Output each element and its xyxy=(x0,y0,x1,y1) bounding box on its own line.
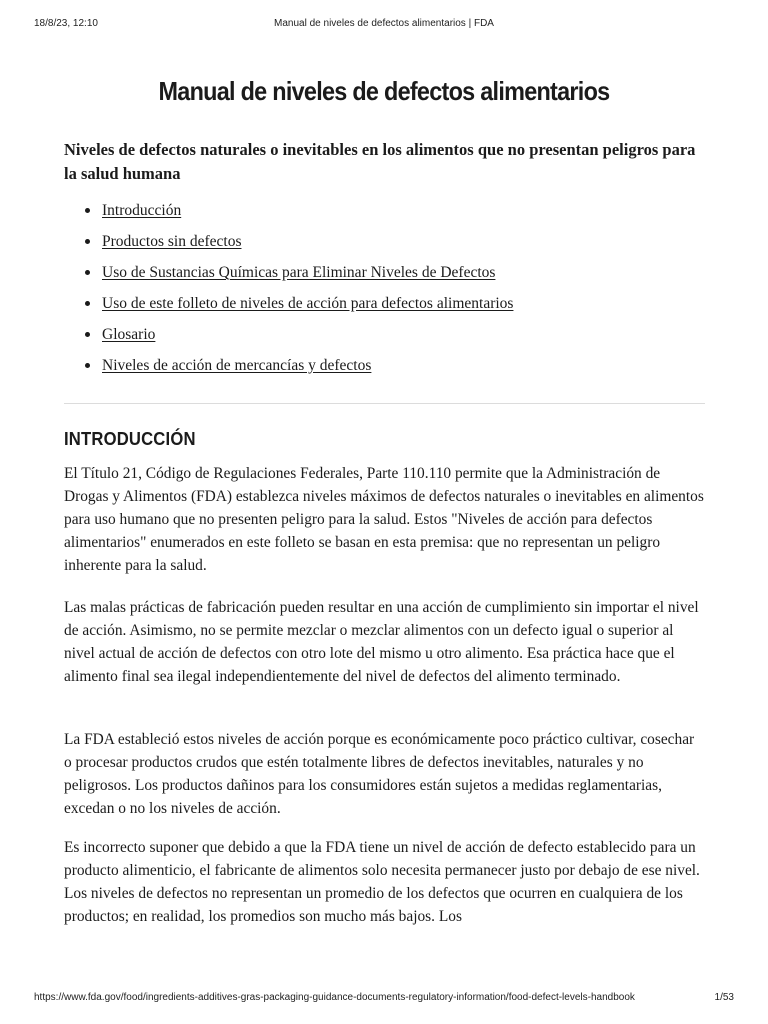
body-paragraph: Es incorrecto suponer que debido a que la FDA tiene un nivel de acción de defecto establecido para un producto alimenticio, el fabricante de alimentos solo necesita permanecer justo por debajo de ese nivel. Los niveles de defectos no representan un promedio de los defectos que ocurren en cualquiera de los productos; en realidad, los promedios son mucho más bajos. Los xyxy=(64,839,700,925)
print-document-title: Manual de niveles de defectos alimentarios | FDA xyxy=(274,18,494,29)
bullet-icon xyxy=(85,270,90,275)
print-footer xyxy=(0,992,768,1006)
bullet-icon xyxy=(85,208,90,213)
print-url: https://www.fda.gov/food/ingredients-additives-gras-packaging-guidance-documents-regulatory-information/food-defect-levels-handbook xyxy=(34,992,635,1003)
toc-item xyxy=(80,355,700,386)
print-header xyxy=(0,18,768,32)
page-subtitle: Niveles de defectos naturales o inevitables en los alimentos que no presentan peligros para la salud humana xyxy=(64,140,696,183)
table-of-contents xyxy=(80,200,700,386)
toc-item xyxy=(80,262,700,293)
toc-link-uso-folleto[interactable]: Uso de este folleto de niveles de acción para defectos alimentarios xyxy=(102,295,514,312)
body-paragraph: Las malas prácticas de fabricación pueden resultar en una acción de cumplimiento sin importar el nivel de acción. Asimismo, no se permite mezclar o mezclar alimentos con un defecto igual o superior al nivel actual de acción de defectos con otro lote del mismo u otro alimento. Esa práctica hace que el alimento final sea ilegal independientemente del nivel de defectos del alimento terminado. xyxy=(64,599,699,685)
body-paragraph: El Título 21, Código de Regulaciones Federales, Parte 110.110 permite que la Administración de Drogas y Alimentos (FDA) establezca niveles máximos de defectos naturales o inevitables en alimentos para uso humano que no presenten peligro para la salud. Estos "Niveles de acción para defectos alimentarios" enumerados en este folleto se basan en esta premisa: que no representan un peligro inherente para la salud. xyxy=(64,465,704,574)
bullet-icon xyxy=(85,301,90,306)
print-date: 18/8/23, 12:10 xyxy=(34,18,98,29)
toc-link-introduccion[interactable]: Introducción xyxy=(102,202,182,219)
section-divider xyxy=(64,403,705,404)
body-paragraph: La FDA estableció estos niveles de acción porque es económicamente poco práctico cultivar, cosechar o procesar productos crudos que estén totalmente libres de defectos inevitables, naturales y no peligrosos. Los productos dañinos para los consumidores están sujetos a medidas reglamentarias, excedan o no los niveles de acción. xyxy=(64,731,695,817)
page-indicator: 1/53 xyxy=(714,992,734,1003)
toc-item xyxy=(80,200,700,231)
page-title: Manual de niveles de defectos alimentarios xyxy=(158,76,610,106)
toc-link-glosario[interactable]: Glosario xyxy=(102,326,156,343)
section-heading: INTRODUCCIÓN xyxy=(64,428,196,449)
bullet-icon xyxy=(85,239,90,244)
toc-link-productos-sin-defectos[interactable]: Productos sin defectos xyxy=(102,233,242,250)
toc-item xyxy=(80,324,700,355)
bullet-icon xyxy=(85,332,90,337)
toc-link-niveles-de-accion[interactable]: Niveles de acción de mercancías y defectos xyxy=(102,357,372,374)
toc-item xyxy=(80,231,700,262)
bullet-icon xyxy=(85,363,90,368)
toc-item xyxy=(80,293,700,324)
toc-link-uso-sustancias-quimicas[interactable]: Uso de Sustancias Químicas para Eliminar Niveles de Defectos xyxy=(102,264,496,281)
